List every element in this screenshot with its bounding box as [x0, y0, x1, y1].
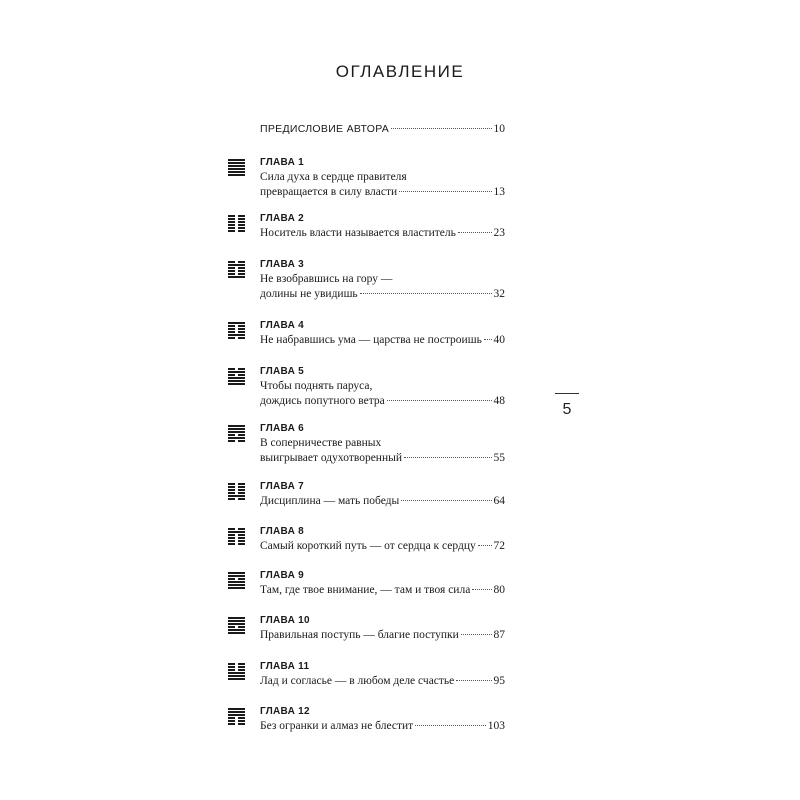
chapter-title-line: Лад и согласье — в любом деле счастье [260, 675, 455, 687]
hexagram-icon [228, 617, 245, 635]
chapter-entry[interactable] [228, 615, 505, 660]
page-number-rule [555, 393, 579, 394]
broken-line [228, 434, 245, 436]
broken-line [228, 374, 245, 376]
chapter-text [260, 259, 505, 303]
solid-line [228, 380, 245, 382]
broken-line [228, 626, 245, 628]
solid-line [228, 711, 245, 713]
chapter-entry[interactable] [228, 259, 505, 304]
hexagram-icon [228, 368, 245, 386]
broken-line [228, 528, 245, 530]
chapter-label: ГЛАВА 7 [260, 481, 305, 492]
chapter-entry[interactable] [228, 706, 505, 751]
solid-line [228, 575, 245, 577]
dot-leader [360, 293, 492, 294]
solid-line [228, 371, 245, 373]
chapter-entry[interactable] [228, 213, 505, 258]
chapter-title-row [260, 452, 505, 467]
solid-line [228, 276, 245, 278]
dot-leader [478, 545, 492, 546]
solid-line [228, 425, 245, 427]
chapter-title-line: Без огранки и алмаз не блестит [260, 720, 414, 732]
broken-line [228, 666, 245, 668]
dot-leader [461, 634, 492, 635]
chapter-page-number: 103 [487, 720, 505, 732]
chapter-entry[interactable] [228, 526, 505, 571]
chapter-label: ГЛАВА 12 [260, 706, 310, 717]
chapter-title-row [260, 495, 505, 510]
chapter-title-row [260, 675, 505, 690]
solid-line [228, 162, 245, 164]
chapter-label: ГЛАВА 4 [260, 320, 305, 331]
solid-line [228, 632, 245, 634]
dot-leader [387, 400, 492, 401]
chapter-text [260, 615, 505, 644]
chapter-label: ГЛАВА 2 [260, 213, 305, 224]
chapter-title-line: Дисциплина — мать победы [260, 495, 400, 507]
chapter-title-line: превращается в силу власти [260, 186, 398, 198]
broken-line [228, 325, 245, 327]
preface-title: ПРЕДИСЛОВИЕ АВТОРА [260, 123, 390, 135]
chapter-page-number: 40 [493, 334, 505, 346]
chapter-text [260, 661, 505, 690]
chapter-title-row [260, 584, 505, 599]
broken-line [228, 368, 245, 370]
broken-line [228, 669, 245, 671]
solid-line [228, 377, 245, 379]
chapter-entry[interactable] [228, 661, 505, 706]
chapter-title-line: долины не увидишь [260, 288, 358, 300]
chapter-title-line: Носитель власти называется властитель [260, 227, 456, 239]
chapter-title-row [260, 540, 505, 555]
dot-leader [415, 725, 486, 726]
chapter-title-row [260, 334, 505, 349]
solid-line [228, 264, 245, 266]
broken-line [228, 261, 245, 263]
dot-leader [472, 589, 491, 590]
chapter-title-line: В соперничестве равных [260, 437, 382, 449]
solid-line [228, 678, 245, 680]
dot-leader [399, 191, 491, 192]
broken-line [228, 273, 245, 275]
chapter-text [260, 526, 505, 555]
broken-line [228, 486, 245, 488]
broken-line [228, 492, 245, 494]
solid-line [228, 171, 245, 173]
chapter-title-row [260, 395, 505, 410]
chapter-text [260, 423, 505, 467]
hexagram-icon [228, 483, 245, 501]
chapter-text [260, 366, 505, 410]
broken-line [228, 270, 245, 272]
chapter-page-number: 87 [493, 629, 505, 641]
chapter-page-number: 55 [493, 452, 505, 464]
dot-leader [456, 680, 491, 681]
broken-line [228, 534, 245, 536]
page-title: ОГЛАВЛЕНИЕ [335, 62, 465, 81]
broken-line [228, 328, 245, 330]
chapter-label: ГЛАВА 6 [260, 423, 305, 434]
chapter-title-line: Чтобы поднять паруса, [260, 380, 373, 392]
chapter-label: ГЛАВА 8 [260, 526, 305, 537]
solid-line [228, 584, 245, 586]
chapter-title-line: Не взобравшись на гору — [260, 273, 393, 285]
broken-line [228, 717, 245, 719]
hexagram-icon [228, 425, 245, 443]
chapter-title-row [260, 629, 505, 644]
chapter-page-number: 23 [493, 227, 505, 239]
chapter-title-line: Не набравшись ума — царства не построишь [260, 334, 482, 346]
solid-line [228, 581, 245, 583]
preface-entry[interactable] [260, 123, 505, 138]
solid-line [228, 620, 245, 622]
chapter-entry[interactable] [228, 570, 505, 615]
solid-line [228, 495, 245, 497]
broken-line [228, 578, 245, 580]
hexagram-icon [228, 572, 245, 590]
solid-line [228, 531, 245, 533]
solid-line [228, 322, 245, 324]
chapter-entry[interactable] [228, 423, 505, 468]
solid-line [228, 174, 245, 176]
solid-line [228, 168, 245, 170]
chapter-page-number: 13 [493, 186, 505, 198]
solid-line [228, 437, 245, 439]
broken-line [228, 221, 245, 223]
chapter-text [260, 320, 505, 349]
chapter-text [260, 157, 505, 201]
solid-line [228, 623, 245, 625]
solid-line [228, 714, 245, 716]
page-number: 5 [562, 401, 572, 418]
broken-line [228, 723, 245, 725]
dot-leader [484, 339, 492, 340]
chapter-title-row [260, 720, 505, 735]
chapter-label: ГЛАВА 10 [260, 615, 310, 626]
chapter-text [260, 213, 505, 242]
chapter-title-line: выигрывает одухотворенный [260, 452, 402, 464]
chapter-text [260, 706, 505, 735]
chapter-entry[interactable] [228, 366, 505, 411]
solid-line [228, 334, 245, 336]
chapter-page-number: 80 [493, 584, 505, 596]
broken-line [228, 440, 245, 442]
broken-line [228, 337, 245, 339]
hexagram-icon [228, 528, 245, 546]
hexagram-icon [228, 322, 245, 340]
solid-line [228, 165, 245, 167]
chapter-title-line: Правильная поступь — благие поступки [260, 629, 459, 641]
broken-line [228, 331, 245, 333]
hexagram-icon [228, 159, 245, 177]
chapter-label: ГЛАВА 5 [260, 366, 305, 377]
chapter-title-line: дождись попутного ветра [260, 395, 385, 407]
solid-line [228, 675, 245, 677]
broken-line [228, 483, 245, 485]
broken-line [228, 218, 245, 220]
preface-page-number: 10 [493, 123, 505, 135]
chapter-label: ГЛАВА 11 [260, 661, 310, 672]
chapter-title-row [260, 288, 505, 303]
chapter-entry[interactable] [228, 320, 505, 365]
solid-line [228, 428, 245, 430]
dot-leader [391, 128, 491, 129]
hexagram-icon [228, 215, 245, 233]
solid-line [228, 617, 245, 619]
broken-line [228, 215, 245, 217]
chapter-entry[interactable] [228, 481, 505, 526]
chapter-title-line: Сила духа в сердце правителя [260, 171, 407, 183]
broken-line [228, 267, 245, 269]
dot-leader [404, 457, 492, 458]
chapter-text [260, 570, 505, 599]
solid-line [228, 572, 245, 574]
broken-line [228, 489, 245, 491]
solid-line [228, 708, 245, 710]
broken-line [228, 537, 245, 539]
hexagram-icon [228, 663, 245, 681]
chapter-page-number: 48 [493, 395, 505, 407]
dot-leader [458, 232, 492, 233]
hexagram-icon [228, 708, 245, 726]
chapter-title-row [260, 186, 505, 201]
dot-leader [401, 500, 491, 501]
broken-line [228, 230, 245, 232]
chapter-page-number: 72 [493, 540, 505, 552]
solid-line [228, 672, 245, 674]
solid-line [228, 383, 245, 385]
solid-line [228, 587, 245, 589]
chapter-title-line: Самый короткий путь — от сердца к сердцу [260, 540, 476, 552]
broken-line [228, 224, 245, 226]
chapter-entry[interactable] [228, 157, 505, 202]
chapter-page-number: 64 [493, 495, 505, 507]
solid-line [228, 159, 245, 161]
hexagram-icon [228, 261, 245, 279]
chapter-page-number: 95 [493, 675, 505, 687]
solid-line [228, 629, 245, 631]
broken-line [228, 540, 245, 542]
broken-line [228, 543, 245, 545]
chapter-label: ГЛАВА 1 [260, 157, 305, 168]
broken-line [228, 720, 245, 722]
broken-line [228, 663, 245, 665]
solid-line [228, 431, 245, 433]
chapter-page-number: 32 [493, 288, 505, 300]
chapter-text [260, 481, 505, 510]
chapter-title-row [260, 227, 505, 242]
broken-line [228, 498, 245, 500]
broken-line [228, 227, 245, 229]
chapter-label: ГЛАВА 3 [260, 259, 305, 270]
chapter-label: ГЛАВА 9 [260, 570, 305, 581]
chapter-title-line: Там, где твое внимание, — там и твоя сила [260, 584, 471, 596]
